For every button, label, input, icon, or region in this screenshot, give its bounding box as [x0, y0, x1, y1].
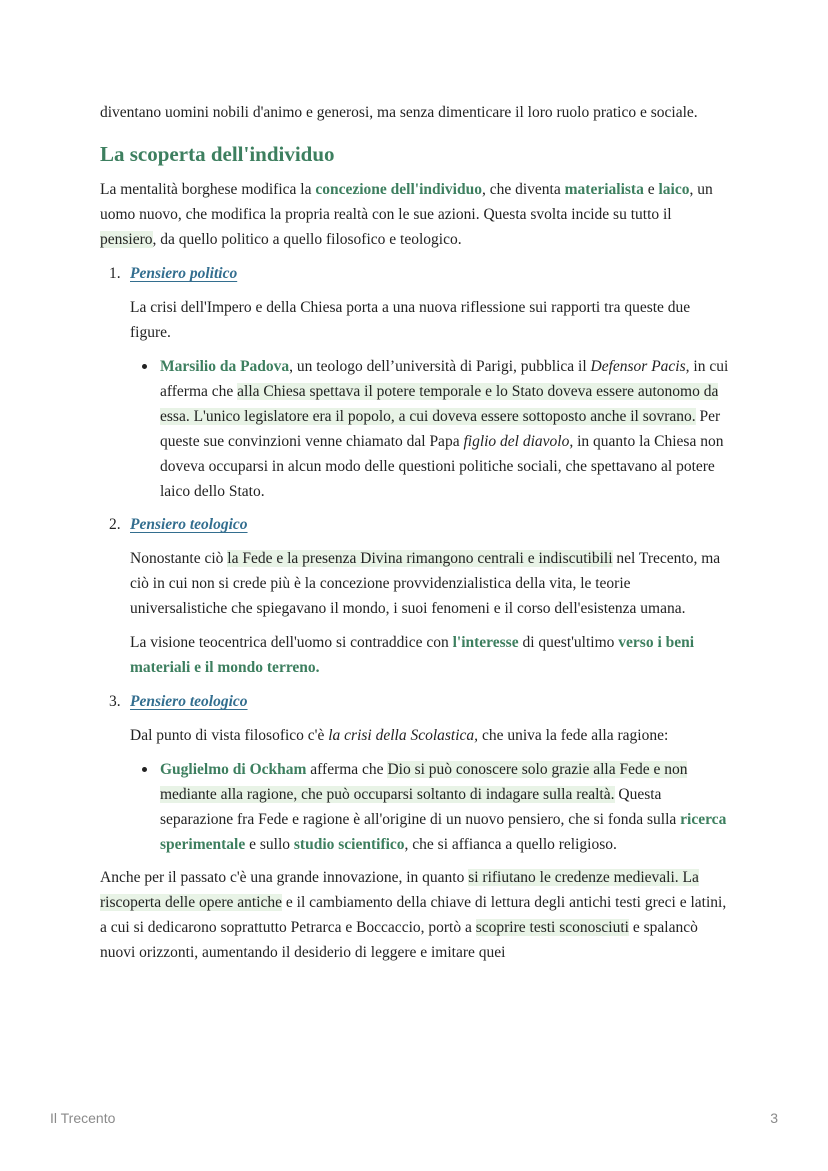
- text-run: e spalancò nuovi orizzonti, aumentando il desiderio di leggere e imitare quei: [100, 919, 698, 961]
- section-link-theological-2[interactable]: Pensiero teologico: [130, 693, 248, 710]
- section-link-political[interactable]: Pensiero politico: [130, 265, 238, 282]
- text-run: e: [643, 181, 659, 198]
- section-text: La crisi dell'Impero e della Chiesa porta a una nuova riflessione sui rapporti tra queste due figure.: [130, 299, 691, 341]
- section-text: [130, 546, 730, 621]
- highlight-chiesa: alla Chiesa spettava il potere temporale e lo Stato doveva essere autonomo da essa. L'unico legislatore era il popolo, a cui doveva essere sottoposto anche il sovrano.: [160, 383, 719, 425]
- text-run: Per queste sue convinzioni venne chiamato dal Papa: [160, 408, 721, 450]
- text-run: Dal punto di vista filosofico c'è: [130, 727, 329, 744]
- highlight-dio: Dio si può conoscere solo grazie alla Fede e non mediante alla ragione, che può occuparsi soltanto di indagare sulla realtà.: [160, 761, 688, 803]
- list-item-political: [100, 261, 730, 504]
- keyword-laico: laico: [658, 181, 690, 198]
- list-number: 2.: [109, 516, 121, 533]
- text-run: in quanto la Chiesa non doveva occuparsi in alcun modo delle questioni politiche sociali, che spettavano al potere laico dello Stato.: [160, 433, 724, 500]
- keyword-studio: studio scientifico: [293, 836, 405, 853]
- keyword-ockham: Guglielmo di Ockham: [160, 761, 307, 778]
- italic-figlio: figlio del diavolo,: [463, 433, 574, 450]
- list-item-philosophical: [100, 689, 730, 857]
- individual-paragraph: [100, 177, 730, 252]
- text-run: Questa separazione fra Fede e ragione è all'origine di un nuovo pensiero, che si fonda sulla: [160, 786, 681, 828]
- text-run: La visione teocentrica dell'uomo si contraddice con: [130, 634, 453, 651]
- italic-defensor: Defensor Pacis,: [590, 358, 690, 375]
- list-item-theological: [100, 512, 730, 680]
- keyword-interesse: l'interesse: [452, 634, 519, 651]
- bullet-item-marsilio: [130, 354, 730, 504]
- text-run: , che si affianca a quello religioso.: [404, 836, 617, 853]
- bullet-list: [130, 757, 730, 857]
- bullet-dot-icon: [142, 364, 147, 369]
- text-run: afferma che: [306, 761, 388, 778]
- list-number: 1.: [109, 265, 121, 282]
- list-number: 3.: [109, 693, 121, 710]
- keyword-concezione: concezione dell'individuo: [315, 181, 482, 198]
- text-run: di quest'ultimo: [518, 634, 619, 651]
- text-run: che univa la fede alla ragione:: [478, 727, 669, 744]
- section-text: [130, 723, 730, 748]
- text-run: , da quello politico a quello filosofico e teologico.: [152, 231, 462, 248]
- bullet-list: [130, 354, 730, 504]
- text-run: La mentalità borghese modifica la: [100, 181, 316, 198]
- text-run: , che diventa: [481, 181, 565, 198]
- text-run: e il cambiamento della chiave di lettura degli antichi testi greci e latini, a cui si dedicarono soprattutto Petrarca e Boccaccio, portò a: [100, 894, 727, 936]
- closing-paragraph: [100, 865, 730, 965]
- text-run: , un uomo nuovo, che modifica la propria realtà con le sue azioni. Questa svolta incide su tutto il: [100, 181, 713, 223]
- text-run: , un teologo dell’università di Parigi, pubblica il: [289, 358, 591, 375]
- bullet-dot-icon: [142, 767, 147, 772]
- text-run: Nonostante ciò: [130, 550, 228, 567]
- highlight-pensiero: pensiero: [100, 231, 153, 248]
- highlight-credenze: si rifiutano le credenze medievali. La riscoperta delle opere antiche: [100, 869, 699, 911]
- italic-scolastica: la crisi della Scolastica,: [328, 727, 479, 744]
- bullet-item-ockham: [130, 757, 730, 857]
- keyword-materialista: materialista: [564, 181, 644, 198]
- keyword-ricerca: ricerca sperimentale: [160, 811, 727, 853]
- intro-paragraph: diventano uomini nobili d'animo e generosi, ma senza dimenticare il loro ruolo pratico e sociale.: [100, 104, 698, 121]
- text-run: e sullo: [245, 836, 294, 853]
- thought-list: [100, 261, 730, 857]
- text-run: Anche per il passato c'è una grande innovazione, in quanto: [100, 869, 469, 886]
- highlight-testi: scoprire testi sconosciuti: [475, 919, 629, 936]
- text-run: nel Trecento, ma ciò in cui non si crede più è la concezione provvidenzialistica della vita, le teorie universalistiche che spiegavano il mondo, i suoi fenomeni e il corso dell'esistenza umana.: [130, 550, 721, 617]
- keyword-marsilio: Marsilio da Padova: [160, 358, 290, 375]
- page-number: 3: [770, 1110, 778, 1126]
- highlight-fede: la Fede e la presenza Divina rimangono centrali e indiscutibili: [227, 550, 613, 567]
- section-heading: La scoperta dell'individuo: [100, 142, 335, 166]
- text-run: in cui afferma che: [160, 358, 729, 400]
- footer-title: Il Trecento: [50, 1110, 116, 1126]
- keyword-beni-materiali: verso i beni materiali e il mondo terreno.: [130, 634, 695, 676]
- document-body: [100, 100, 730, 965]
- section-link-theological[interactable]: Pensiero teologico: [130, 516, 248, 533]
- section-text: [130, 630, 730, 680]
